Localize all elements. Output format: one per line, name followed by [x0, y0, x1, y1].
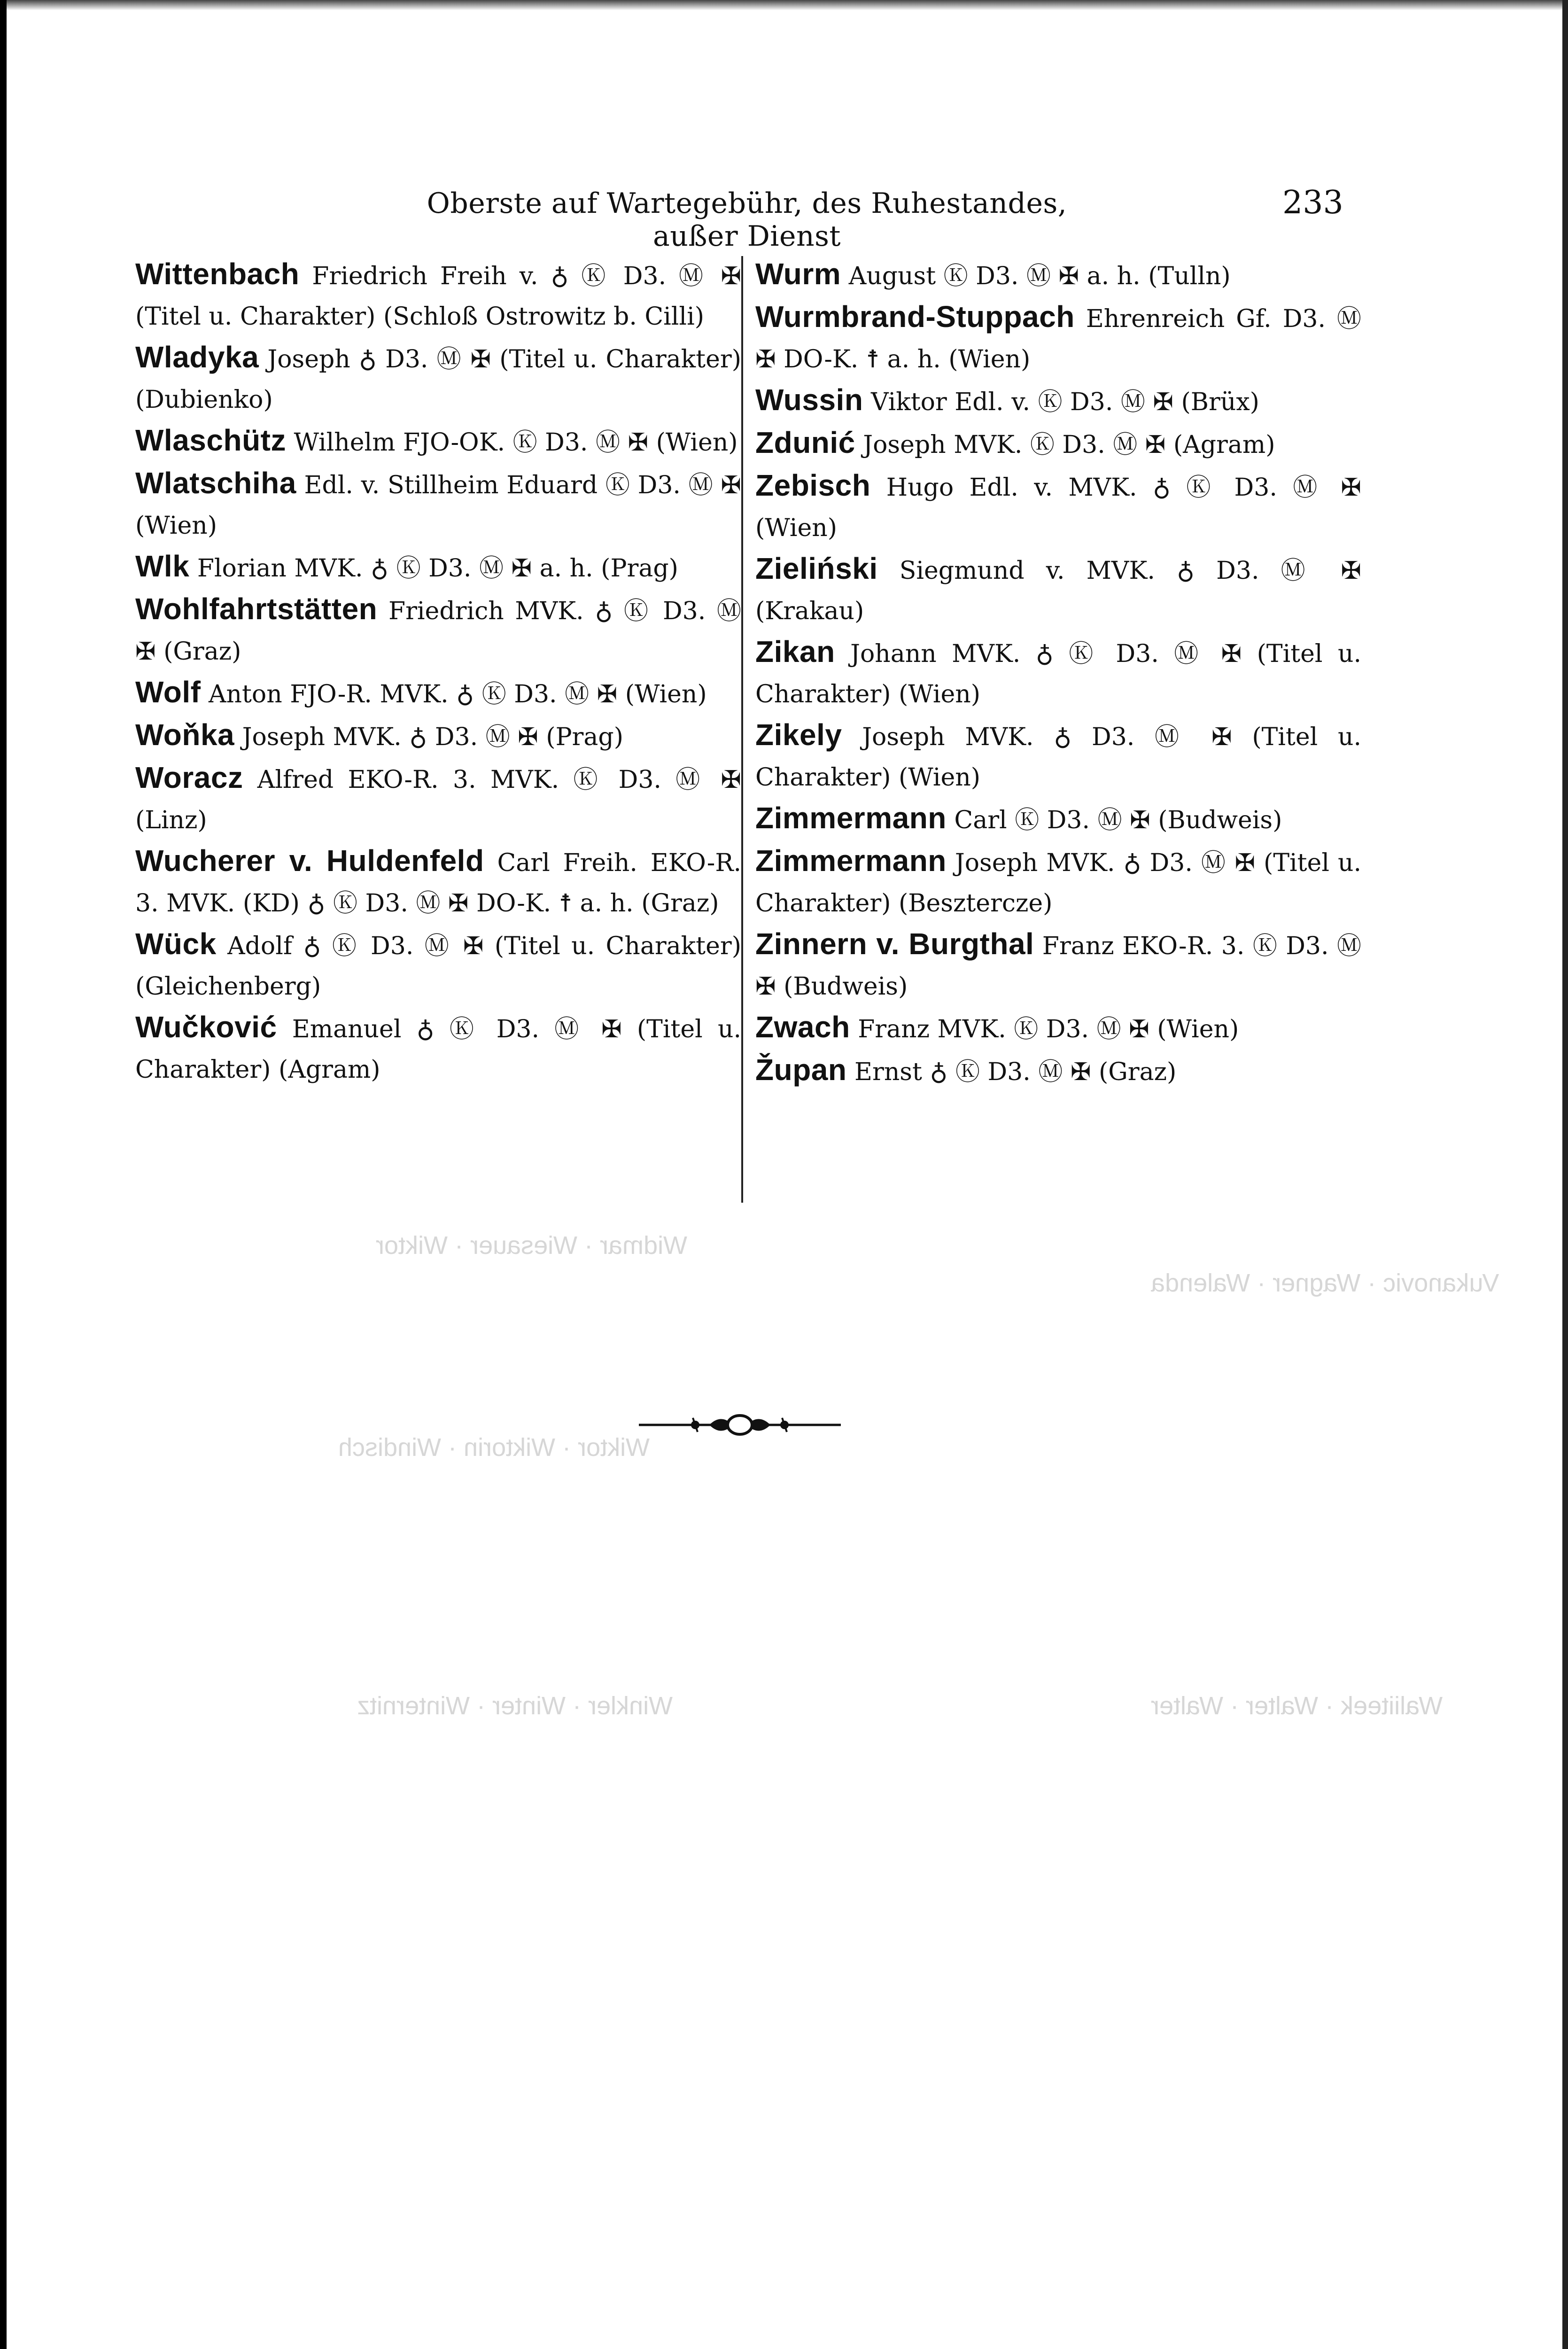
scan-edge-top	[0, 0, 1568, 10]
entry-details: Carl Ⓚ D3. Ⓜ ✠ (Budweis)	[954, 806, 1282, 834]
register-entry	[755, 380, 1361, 422]
register-entry	[135, 420, 741, 463]
entry-name: Wurmbrand-Stuppach	[755, 300, 1075, 334]
entry-name: Wladyka	[135, 340, 259, 374]
bleed-through-text: Wiktor · Wiktorin · Windisch	[338, 1433, 650, 1462]
entry-details: Friedrich Freih v. ♁ Ⓚ D3. Ⓜ ✠ (Titel u. Charakter) (Schloß Ostrowitz b. Cilli)	[135, 262, 742, 331]
entry-details: Adolf ♁ Ⓚ D3. Ⓜ ✠ (Titel u. Charakter) (Gleichenberg)	[135, 932, 741, 1001]
register-entry	[135, 715, 741, 757]
entry-name: Wlaschütz	[135, 423, 286, 457]
register-entry	[135, 589, 741, 672]
bleed-through-text: Vukanovic · Wagner · Walenda	[1151, 1269, 1499, 1297]
entry-name: Wučković	[135, 1010, 277, 1044]
entry-name: Zimmermann	[755, 801, 947, 835]
bleed-through-text: Waliiteek · Walter · Walter	[1151, 1692, 1443, 1720]
register-entry	[135, 924, 741, 1007]
register-entry	[755, 924, 1361, 1007]
bleed-through-text: Winkler · Winter · Winternitz	[357, 1692, 673, 1720]
register-entry	[755, 631, 1361, 715]
register-entry	[755, 422, 1361, 465]
entry-name: Zwach	[755, 1010, 850, 1044]
scan-edge-left	[0, 0, 7, 2349]
entry-details: Ehrenreich Gf. D3. Ⓜ ✠ DO-K. ☨ a. h. (Wien)	[755, 305, 1361, 373]
entry-name: Župan	[755, 1053, 847, 1087]
entry-name: Zimmermann	[755, 844, 947, 878]
entry-details: Hugo Edl. v. MVK. ♁ Ⓚ D3. Ⓜ ✠ (Wien)	[755, 474, 1361, 542]
entry-name: Zebisch	[755, 468, 871, 502]
running-header: Oberste auf Wartegebühr, des Ruhestandes, außer Dienst	[427, 187, 1067, 253]
entry-name: Wussin	[755, 383, 863, 417]
entry-details: Franz MVK. Ⓚ D3. Ⓜ ✠ (Wien)	[858, 1015, 1239, 1043]
entry-details: August Ⓚ D3. Ⓜ ✠ a. h. (Tulln)	[848, 262, 1231, 290]
entry-details: Viktor Edl. v. Ⓚ D3. Ⓜ ✠ (Brüx)	[870, 388, 1259, 416]
entry-details: Emanuel ♁ Ⓚ D3. Ⓜ ✠ (Titel u. Charakter) (Agram)	[135, 1015, 741, 1084]
register-entry	[135, 254, 741, 337]
entry-name: Wittenbach	[135, 257, 300, 291]
entry-name: Zdunić	[755, 426, 855, 459]
register-entry	[755, 296, 1361, 380]
entry-details: Florian MVK. ♁ Ⓚ D3. Ⓜ ✠ a. h. (Prag)	[197, 554, 678, 583]
bleed-through-text: Widmar · Wiesauer · Wiktor	[376, 1231, 688, 1260]
entry-details: Alfred EKO-R. 3. MVK. Ⓚ D3. Ⓜ ✠ (Linz)	[135, 766, 741, 834]
entry-name: Wück	[135, 927, 217, 961]
entry-details: Anton FJO-R. MVK. ♁ Ⓚ D3. Ⓜ ✠ (Wien)	[208, 680, 707, 708]
entry-details: Joseph ♁ D3. Ⓜ ✠ (Titel u. Charakter) (Dubienko)	[135, 345, 742, 414]
register-entry	[135, 463, 741, 546]
register-entry	[755, 715, 1361, 798]
register-entry	[755, 548, 1361, 631]
entry-name: Wurm	[755, 257, 841, 291]
entry-name: Woňka	[135, 718, 235, 752]
register-entry	[135, 337, 741, 420]
register-entry	[755, 1007, 1361, 1050]
entry-name: Wolf	[135, 675, 201, 709]
entry-name: Wlk	[135, 549, 190, 583]
entry-details: Carl Freih. EKO-R. 3. MVK. (KD) ♁ Ⓚ D3. Ⓜ ✠ DO-K. ☨ a. h. (Graz)	[135, 849, 742, 918]
entry-details: Friedrich MVK. ♁ Ⓚ D3. Ⓜ ✠ (Graz)	[135, 597, 742, 666]
register-entry	[135, 757, 741, 840]
register-entry	[135, 546, 741, 589]
register-entry	[135, 672, 741, 715]
page-number: 233	[1282, 184, 1343, 221]
left-column	[135, 254, 741, 1090]
entry-details: Johann MVK. ♁ Ⓚ D3. Ⓜ ✠ (Titel u. Charakter) (Wien)	[755, 640, 1361, 708]
entry-details: Ernst ♁ Ⓚ D3. Ⓜ ✠ (Graz)	[854, 1058, 1177, 1086]
entry-details: Joseph MVK. ♁ D3. Ⓜ ✠ (Titel u. Charakter) (Wien)	[755, 723, 1361, 792]
entry-name: Zieliński	[755, 552, 878, 585]
entry-details: Siegmund v. MVK. ♁ D3. Ⓜ ✠ (Krakau)	[755, 557, 1361, 625]
end-of-section-ornament	[639, 1408, 841, 1441]
register-entry	[755, 798, 1361, 840]
column-divider	[741, 256, 743, 1203]
entry-name: Zikan	[755, 635, 835, 669]
register-entry	[135, 1007, 741, 1090]
register-entry	[755, 465, 1361, 548]
entry-name: Wucherer v. Huldenfeld	[135, 844, 484, 878]
entry-name: Wohlfahrtstätten	[135, 592, 378, 626]
register-entry	[755, 254, 1361, 296]
register-entry	[755, 1050, 1361, 1092]
entry-details: Wilhelm FJO-OK. Ⓚ D3. Ⓜ ✠ (Wien)	[294, 428, 738, 457]
entry-details: Joseph MVK. Ⓚ D3. Ⓜ ✠ (Agram)	[863, 431, 1275, 459]
entry-name: Woracz	[135, 761, 243, 794]
right-column	[755, 254, 1361, 1092]
register-entry	[755, 840, 1361, 924]
entry-details: Edl. v. Stillheim Eduard Ⓚ D3. Ⓜ ✠ (Wien)	[135, 471, 741, 540]
entry-details: Joseph MVK. ♁ D3. Ⓜ ✠ (Titel u. Charakter) (Besztercze)	[755, 849, 1361, 918]
entry-details: Franz EKO-R. 3. Ⓚ D3. Ⓜ ✠ (Budweis)	[755, 932, 1361, 1001]
entry-name: Zinnern v. Burgthal	[755, 927, 1034, 961]
register-entry	[135, 840, 741, 924]
entry-name: Wlatschiha	[135, 466, 296, 500]
entry-name: Zikely	[755, 718, 842, 752]
scan-edge-right	[1562, 0, 1568, 2349]
entry-details: Joseph MVK. ♁ D3. Ⓜ ✠ (Prag)	[242, 723, 623, 751]
